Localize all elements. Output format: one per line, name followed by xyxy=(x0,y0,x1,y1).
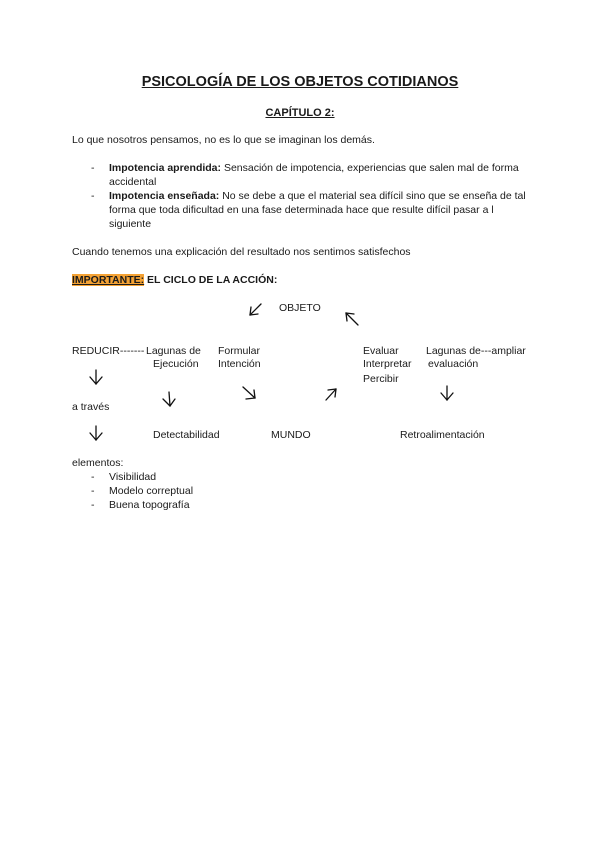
percibir-label: Percibir xyxy=(363,373,399,385)
lagunas-ejecucion-label: Lagunas de xyxy=(146,345,201,357)
bullet-dash: - xyxy=(91,162,95,174)
important-rest: EL CICLO DE LA ACCIÓN: xyxy=(144,274,278,286)
explanation-text: Cuando tenemos una explicación del resultado nos sentimos satisfechos xyxy=(72,246,411,258)
term-definition: No se debe a que el material sea difícil sino que se enseña de tal xyxy=(219,190,526,202)
evaluar-label: Evaluar xyxy=(363,345,399,357)
arrow-down-left-icon xyxy=(247,300,265,318)
a-traves-label: a través xyxy=(72,401,110,413)
term-definition-cont: accidental xyxy=(109,176,157,188)
arrow-down-icon xyxy=(439,384,455,402)
arrow-up-left-icon xyxy=(343,310,361,328)
lagunas-evaluacion-label: Lagunas de---ampliar xyxy=(426,345,526,357)
term-label: Impotencia aprendida: xyxy=(109,162,222,174)
formular-label: Formular xyxy=(218,345,261,357)
lagunas-ejecucion-label-2: Ejecución xyxy=(153,358,199,370)
term-label: Impotencia enseñada: xyxy=(109,190,220,202)
term-definition-cont: forma que toda dificultad en una fase determinada hace que resulte difícil pasar a l xyxy=(109,204,494,216)
retroalimentacion-label: Retroalimentación xyxy=(400,429,485,441)
objeto-label: OBJETO xyxy=(279,302,321,314)
mundo-label: MUNDO xyxy=(271,429,311,441)
interpretar-label: Interpretar xyxy=(363,358,412,370)
list-item-text: Modelo correptual xyxy=(109,485,194,497)
list-item-line xyxy=(109,190,526,204)
term-definition-cont: siguiente xyxy=(109,218,152,230)
page-title: PSICOLOGÍA DE LOS OBJETOS COTIDIANOS xyxy=(141,74,459,90)
detectabilidad-label: Detectabilidad xyxy=(153,429,220,441)
list-item-line xyxy=(109,162,519,176)
bullet-dash: - xyxy=(91,190,95,202)
lagunas-evaluacion-label-2: evaluación xyxy=(428,358,479,370)
bullet-dash: - xyxy=(91,471,95,483)
important-highlight: IMPORTANTE: xyxy=(72,274,145,286)
important-heading xyxy=(72,274,277,288)
elements-label: elementos: xyxy=(72,457,124,469)
arrow-down-icon xyxy=(88,424,104,442)
arrow-down-icon xyxy=(88,368,104,386)
list-item-text: Visibilidad xyxy=(109,471,157,483)
arrow-down-icon xyxy=(161,390,177,408)
arrow-down-right-icon xyxy=(240,384,258,402)
intencion-label: Intención xyxy=(218,358,261,370)
term-definition: Sensación de impotencia, experiencias que salen mal de forma xyxy=(221,162,519,174)
arrow-up-right-icon xyxy=(323,386,339,402)
chapter-heading: CAPÍTULO 2: xyxy=(265,107,335,119)
reducir-label: REDUCIR------- xyxy=(72,345,145,357)
bullet-dash: - xyxy=(91,499,95,511)
intro-text: Lo que nosotros pensamos, no es lo que se imaginan los demás. xyxy=(72,134,375,146)
bullet-dash: - xyxy=(91,485,95,497)
list-item-text: Buena topografía xyxy=(109,499,190,511)
